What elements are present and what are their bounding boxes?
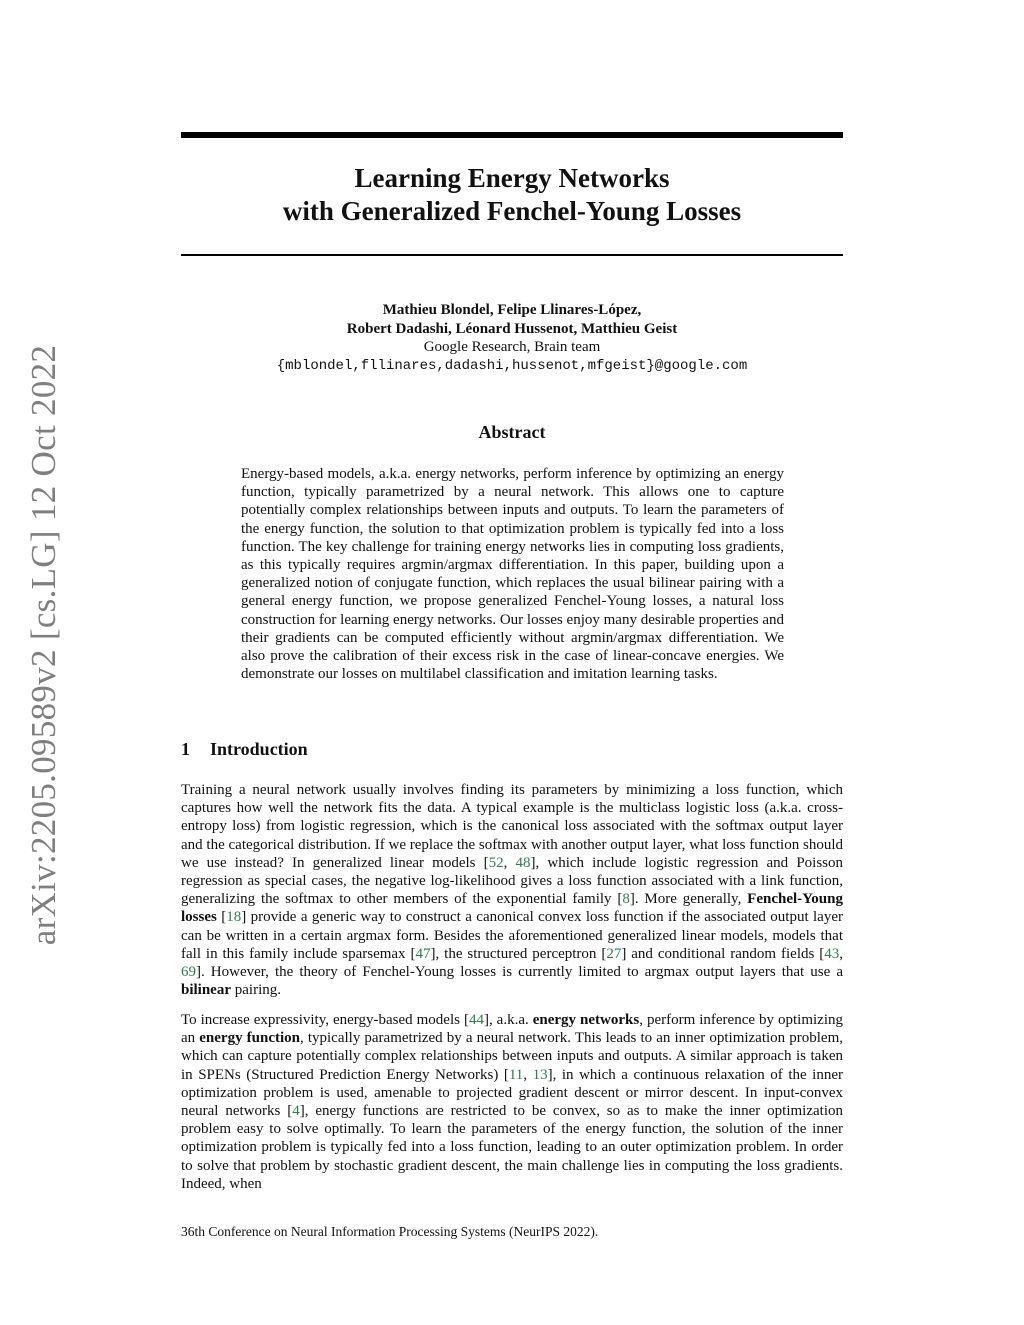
text-run: ], energy functions are restricted to be convex, so as to make the inner optimization problem easy to solve optimally. To learn the parameters of the energy function, the solution of the inner optimization problem is typically fed into a loss function, leading to an outer optimization problem. In order to solve that problem by stochastic gradient descent, the main challenge lies in computing the loss gradients. Indeed, when [181, 1103, 843, 1192]
text-run: ]. More generally, [629, 891, 748, 908]
emphasis-term: energy networks [532, 1012, 640, 1028]
text-run: Training a neural network usually involves finding its parameters by minimizing a loss function, which captures how well the network fits the data. A typical example is the multiclass logistic loss (a.k.a. cross-entropy loss) from logistic regression, which is the canonical loss associated with the softmax output layer and the categorical distribution. If we replace the softmax with another output layer, what loss function should we use instead? In generalized linear models [ [181, 782, 843, 871]
author-emails: {mblondel,fllinares,dadashi,hussenot,mfgeist}@google.com [276, 357, 748, 374]
affiliation: Google Research, Brain team [423, 339, 601, 355]
citation-link[interactable]: 4 [292, 1103, 300, 1120]
citation-link[interactable]: 44 [468, 1012, 484, 1028]
citation-link[interactable]: 27 [606, 945, 622, 962]
text-run: ], which include logistic regression and Poisson regression as special cases, the negative log-likelihood gives a loss function associated with a link function, generalizing the softmax to other members of the exponential family [ [181, 854, 844, 908]
text-run: ], the structured perceptron [ [430, 945, 607, 962]
text-run: To increase expressivity, energy-based models [ [181, 1012, 469, 1028]
text-run: [ [216, 909, 227, 926]
text-run: , perform inference by optimizing an [181, 1012, 843, 1047]
text-run: , typically parametrized by a neural network. This leads to an inner optimization problem, which can capture potentially complex relationships between inputs and outputs. A similar approach is taken in SPENs (Structured Prediction Energy Networks) [ [181, 1030, 843, 1083]
citation-link[interactable]: 8 [622, 891, 630, 908]
authors-line-2: Robert Dadashi, Léonard Hussenot, Matthieu Geist [346, 320, 678, 337]
title-line-2: with Generalized Fenchel-Young Losses [282, 196, 742, 226]
section-number: 1 [181, 739, 190, 759]
text-run: , [503, 854, 516, 871]
citation-link[interactable]: 69 [181, 964, 196, 981]
text-run: ] and conditional random fields [ [621, 945, 825, 962]
conference-footnote: 36th Conference on Neural Information Processing Systems (NeurIPS 2022). [181, 1224, 599, 1239]
paper-title [181, 162, 843, 228]
intro-paragraph-1 [181, 781, 843, 999]
text-run: pairing. [231, 982, 282, 999]
title-top-rule [181, 132, 843, 138]
abstract-heading: Abstract [478, 422, 546, 442]
citation-link[interactable]: 18 [226, 909, 242, 926]
text-run: ], a.k.a. [483, 1012, 533, 1028]
section-heading [181, 739, 843, 760]
citation-link[interactable]: 47 [415, 945, 431, 962]
emphasis-term: Fenchel-Young losses [181, 891, 843, 926]
text-run: ], in which a continuous relaxation of the inner optimization problem is used, amenable to projected gradient descent or mirror descent. In input-convex neural networks [ [181, 1066, 843, 1120]
title-line-1: Learning Energy Networks [354, 163, 670, 193]
text-run: , [839, 945, 843, 962]
citation-link[interactable]: 11 [508, 1066, 524, 1083]
title-bottom-rule [181, 254, 843, 256]
citation-link[interactable]: 52 [488, 854, 504, 871]
citation-link[interactable]: 43 [824, 945, 840, 962]
citation-link[interactable]: 48 [515, 854, 531, 871]
intro-paragraph-2 [181, 1011, 843, 1193]
abstract-text: Energy-based models, a.k.a. energy networks, perform inference by optimizing an energy function, typically parametrized by a neural network. This allows one to capture potentially complex relationships between inputs and outputs. To learn the parameters of the energy function, the solution to that optimization problem is typically fed into a loss function. The key challenge for training energy networks lies in computing loss gradients, as this typically requires argmin/argmax differentiation. In this paper, building upon a generalized notion of conjugate function, which replaces the usual bilinear pairing with a general energy function, we propose generalized Fenchel-Young losses, a natural loss construction for learning energy networks. Our losses enjoy many desirable properties and their gradients can be computed efficiently without argmin/argmax differentiation. We also prove the calibration of their excess risk in the case of linear-concave energies. We demonstrate our losses on multilabel classification and imitation learning tasks. [241, 466, 784, 683]
emphasis-term: energy function [199, 1030, 300, 1047]
citation-link[interactable]: 13 [532, 1066, 548, 1083]
section-title: Introduction [210, 739, 308, 759]
emphasis-term: bilinear [181, 982, 232, 999]
author-block [181, 301, 843, 375]
text-run: ]. However, the theory of Fenchel-Young losses is currently limited to argmax output layers that use a [196, 964, 843, 981]
arxiv-identifier: arXiv:2205.09589v2 [cs.LG] 12 Oct 2022 [24, 344, 63, 946]
authors-line-1: Mathieu Blondel, Felipe Llinares-López, [382, 302, 642, 318]
text-run: ] provide a generic way to construct a canonical convex loss function if the associated output layer can be written in a certain argmax form. Besides the aforementioned generalized linear models, models that fall in this family include sparsemax [ [181, 909, 843, 962]
text-run: , [523, 1066, 533, 1083]
